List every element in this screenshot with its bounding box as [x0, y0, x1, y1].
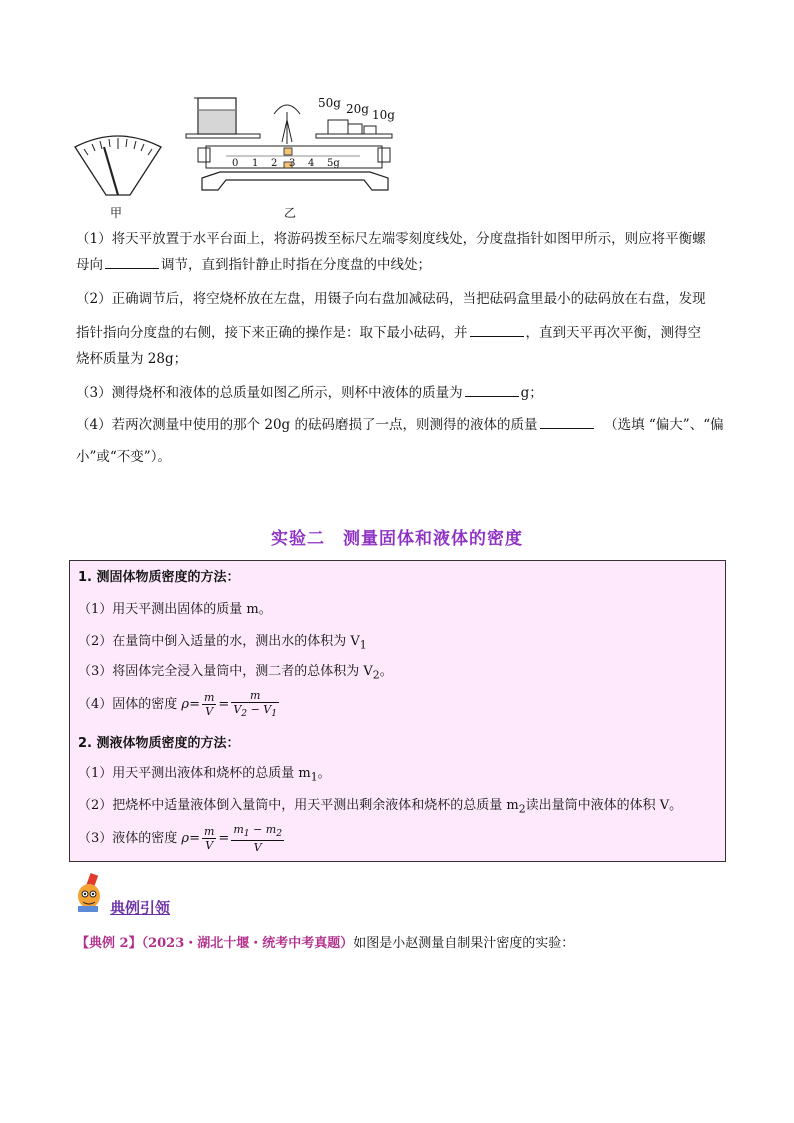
solid-step-3: [78, 663, 393, 685]
scale-tick-4: 4: [308, 158, 315, 169]
q2-text-b: ，直到天平再次平衡，测得空: [525, 325, 701, 341]
solid-step-3-end: 。: [379, 664, 393, 679]
answer-blank-3: [465, 383, 519, 397]
q1-text-a: 母向: [76, 257, 103, 273]
section-title: 实验二 测量固体和液体的密度: [271, 529, 523, 549]
scale-tick-3: 3: [289, 158, 296, 169]
liquid-step-1-end: 。: [317, 766, 331, 781]
question-2-line-1: （2）正确调节后，将空烧杯放在左盘，用镊子向右盘加减砝码，当把砝码盒里最小的砝码放在右盘，发现: [76, 291, 706, 307]
liquid-step-2: [78, 797, 682, 819]
question-4-line-1: [76, 414, 726, 436]
solid-density-formula-2: $\frac{m}{V_2 - V_1}$: [233, 689, 278, 720]
figure-label-yi: 乙: [284, 206, 297, 220]
method-summary-box: [69, 560, 726, 862]
figure-label-jia: 甲: [110, 206, 123, 220]
question-2-line-2: [76, 322, 726, 344]
liquid-step-1: [78, 765, 331, 787]
scale-tick-0: 0: [232, 158, 239, 169]
example-tag: 【典例 2】: [76, 936, 142, 951]
question-1-line-2: [76, 254, 726, 276]
solid-step-1: （1）用天平测出固体的质量 m。: [78, 602, 272, 617]
question-1-line-1: （1）将天平放置于水平台面上，将游码拨至标尺左端零刻度线处，分度盘指针如图甲所示，则应将平衡螺: [76, 231, 706, 247]
liquid-step-2-text-a: （2）把烧杯中适量液体倒入量筒中，用天平测出剩余液体和烧杯的总质量 m: [78, 798, 519, 813]
answer-blank-1: [105, 255, 159, 269]
q4-text-b: （选填 “偏大”、“偏: [604, 417, 724, 433]
weight-label-10g: 10g: [372, 108, 395, 122]
example-line: [76, 932, 574, 951]
question-3: [76, 382, 726, 404]
solid-step-3-text: （3）将固体完全浸入量筒中，测二者的总体积为 V: [78, 664, 373, 679]
q4-text-a: （4）若两次测量中使用的那个 20g 的砝码磨损了一点，则测得的液体的质量: [76, 417, 538, 433]
question-4-line-2: 小”或“不变”）。: [76, 449, 171, 465]
dial-needle: [104, 147, 118, 195]
liquid-density-formula-1: $\frac{m}{V}$: [203, 825, 215, 853]
liquid-step-3-text: （3）液体的密度: [78, 831, 182, 847]
solid-step-2: [78, 633, 367, 655]
liquid-step-3: （3）液体的密度 ρ= $\frac{m}{V}$ = $\frac{m_1 - m_2}{V}$: [78, 823, 283, 855]
solid-step-3-sub: 2: [372, 668, 380, 682]
solid-density-formula-1: $\frac{m}{V}$: [203, 691, 215, 719]
q2-text-a: 指针指向分度盘的右侧，接下来正确的操作是：取下最小砝码，并: [76, 325, 468, 341]
example-source: （2023・湖北十堰・统考中考真题）: [141, 936, 354, 951]
solid-step-4: （4）固体的密度 ρ= $\frac{m}{V}$ = $\frac{m}{V_2 - V_1}$: [78, 689, 278, 720]
cartoon-mascot-icon: [72, 872, 106, 914]
solid-step-2-text: （2）在量筒中倒入适量的水，测出水的体积为 V: [78, 634, 360, 649]
example-header: 典例引领: [110, 899, 171, 917]
answer-blank-4: [540, 415, 594, 429]
liquid-step-2-text-b: 读出量筒中液体的体积 V。: [525, 798, 683, 813]
liquid-method-heading: 2. 测液体物质密度的方法：: [78, 736, 240, 751]
weight-label-20g: 20g: [346, 102, 369, 116]
liquid-step-1-text: （1）用天平测出液体和烧杯的总质量 m: [78, 766, 311, 781]
example-text: 如图是小赵测量自制果汁密度的实验：: [353, 936, 575, 951]
answer-blank-2: [470, 323, 524, 337]
scale-tick-5g: 5g: [327, 158, 340, 169]
liquid-density-formula-2: $\frac{m_1 - m_2}{V}$: [233, 823, 283, 855]
question-2-line-3: 烧杯质量为 28g；: [76, 351, 188, 367]
liquid-step-1-sub: 1: [310, 770, 318, 784]
solid-step-2-sub: 1: [359, 638, 367, 652]
liquid-step-2-sub: 2: [518, 802, 526, 816]
weight-label-50g: 50g: [318, 96, 341, 110]
q3-text-a: （3）测得烧杯和液体的总质量如图乙所示，则杯中液体的质量为: [76, 385, 463, 401]
solid-step-4-text: （4）固体的密度: [78, 697, 182, 713]
q1-text-b: 调节，直到指针静止时指在分度盘的中线处；: [161, 257, 431, 273]
scale-tick-2: 2: [271, 158, 278, 169]
scale-tick-1: 1: [252, 158, 259, 169]
solid-method-heading: 1. 测固体物质密度的方法：: [78, 570, 240, 585]
q3-text-b: g；: [520, 385, 543, 401]
